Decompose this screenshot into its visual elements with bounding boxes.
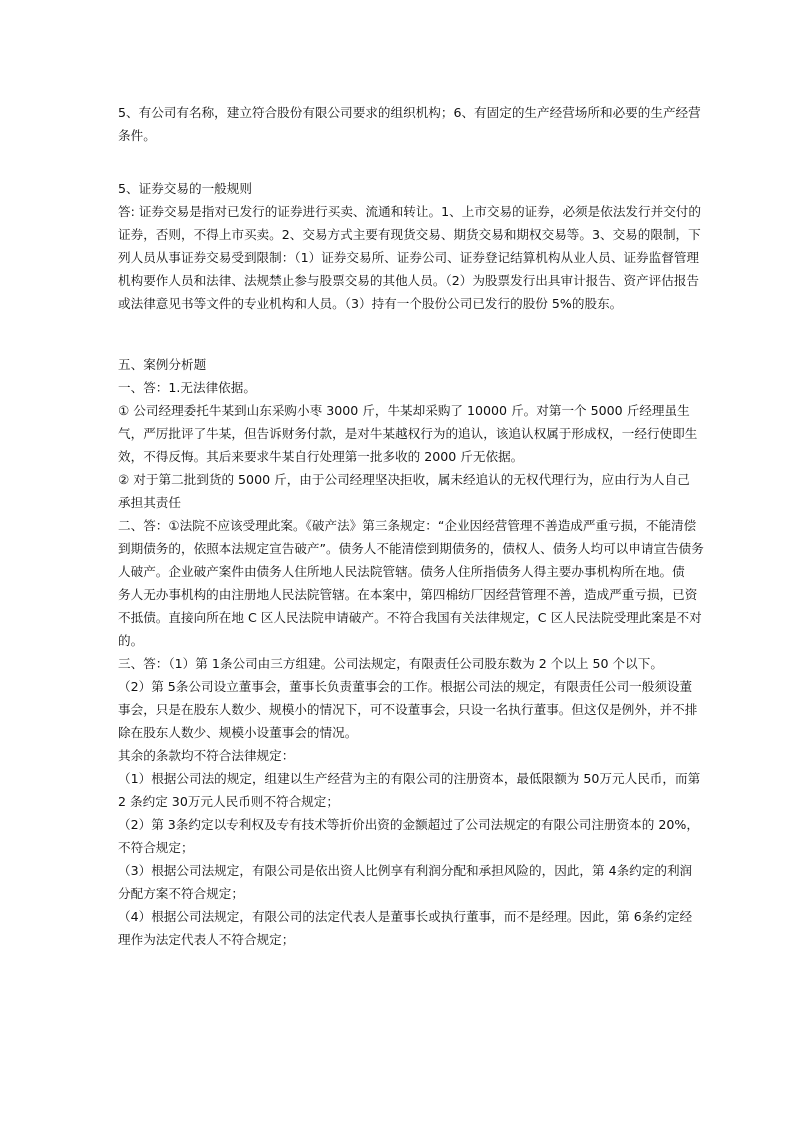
paragraph-line: （4）根据公司法规定，有限公司的法定代表人是董事长或执行董事，而不是经理。因此，第 6条约定经 — [118, 909, 693, 924]
paragraph-line: 条件。 — [118, 128, 156, 143]
securities-rules-section — [118, 177, 701, 315]
section-heading: 五、案例分析题 — [118, 357, 207, 372]
paragraph-line: 分配方案不符合规定； — [118, 886, 244, 901]
paragraph-line: 列人员从事证券交易受到限制：（1）证券交易所、证券公司、证券登记结算机构从业人员、证券监督管理 — [118, 250, 700, 265]
paragraph-line: 机构要作人员和法律、法规禁止参与股票交易的其他人员。（2）为股票发行出具审计报告、资产评估报告 — [118, 273, 700, 288]
paragraph-line: 承担其责任 — [118, 495, 181, 510]
paragraph-line: （1）根据公司法的规定，组建以生产经营为主的有限公司的注册资本，最低限额为 50万元人民币，而第 — [118, 771, 701, 786]
paragraph-line: ① 公司经理委托牛某到山东采购小枣 3000 斤，牛某却采购了 10000 斤。对第一个 5000 斤经理虽生 — [118, 403, 690, 418]
paragraph-line: 二、答：①法院不应该受理此案。《破产法》第三条规定：“企业因经营管理不善造成严重亏损，不能清偿 — [118, 518, 697, 533]
paragraph-line: 2 条约定 30万元人民币则不符合规定； — [118, 794, 339, 809]
paragraph-line: （2）第 3条约定以专利权及专有技术等折价出资的金额超过了公司法规定的有限公司注册资本的 20%， — [118, 817, 699, 832]
paragraph-line: 或法律意见书等文件的专业机构和人员。（3）持有一个股份公司已发行的股份 5%的股东。 — [118, 296, 623, 311]
paragraph-line: 理作为法定代表人不符合规定； — [118, 932, 295, 947]
paragraph-line: 不符合规定； — [118, 840, 194, 855]
paragraph-line: 不抵债。直接向所在地 C 区人民法院申请破产。不符合我国有关法律规定，C 区人民法院受理此案是不对 — [118, 610, 702, 625]
paragraph-line: 气，严厉批评了牛某，但告诉财务付款，是对牛某越权行为的追认，该追认权属于形成权，一经行使即生 — [118, 426, 698, 441]
company-conditions-paragraph — [118, 101, 701, 147]
case-analysis-section — [118, 353, 704, 997]
paragraph-line — [118, 974, 688, 997]
paragraph-line: 效，不得反悔。其后来要求牛某自行处理第一批多收的 2000 斤无依据。 — [118, 449, 524, 464]
paragraph-line: 5、有公司有名称，建立符合股份有限公司要求的组织机构；6、有固定的生产经营场所和必要的生产经营 — [118, 105, 701, 120]
paragraph-line — [118, 951, 688, 974]
paragraph-line: 事会，只是在股东人数少、规模小的情况下，可不设董事会，只设一名执行董事。但这仅是例外，并不排 — [118, 702, 698, 717]
paragraph-line: （2）第 5条公司设立董事会，董事长负责董事会的工作。根据公司法的规定，有限责任公司一般须设董 — [118, 679, 693, 694]
paragraph-line: ② 对于第二批到货的 5000 斤，由于公司经理坚决拒收，属未经追认的无权代理行为，应由行为人自己 — [118, 472, 690, 487]
paragraph-line: 一、答：1.无法律依据。 — [118, 380, 256, 395]
paragraph-line: 除在股东人数少、规模小设董事会的情况。 — [118, 725, 358, 740]
paragraph-line: 证券，否则，不得上市买卖。2、交易方式主要有现货交易、期货交易和期权交易等。3、交易的限制，下 — [118, 227, 701, 242]
section-heading: 5、证券交易的一般规则 — [118, 181, 252, 196]
paragraph-line: 三、答：（1）第 1条公司由三方组建。公司法规定，有限责任公司股东数为 2 个以上 50 个以下。 — [118, 656, 663, 671]
paragraph-line: （3）根据公司法规定，有限公司是依出资人比例享有利润分配和承担风险的，因此，第 4条约定的利润 — [118, 863, 693, 878]
paragraph-line: 其余的条款均不符合法律规定： — [118, 748, 295, 763]
paragraph-line: 答: 证券交易是指对已发行的证券进行买卖、流通和转让。1、上市交易的证券，必须是依法发行并交付的 — [118, 204, 701, 219]
paragraph-line: 务人无办事机构的由注册地人民法院管辖。在本案中，第四棉纺厂因经营管理不善，造成严重亏损，已资 — [118, 587, 698, 602]
paragraph-line: 的。 — [118, 633, 144, 648]
paragraph-line: 到期债务的，依照本法规定宣告破产”。债务人不能清偿到期债务的，债权人、债务人均可以申请宣告债务 — [118, 541, 704, 556]
paragraph-line: 人破产。企业破产案件由债务人住所地人民法院管辖。债务人住所指债务人得主要办事机构所在地。债 — [118, 564, 685, 579]
